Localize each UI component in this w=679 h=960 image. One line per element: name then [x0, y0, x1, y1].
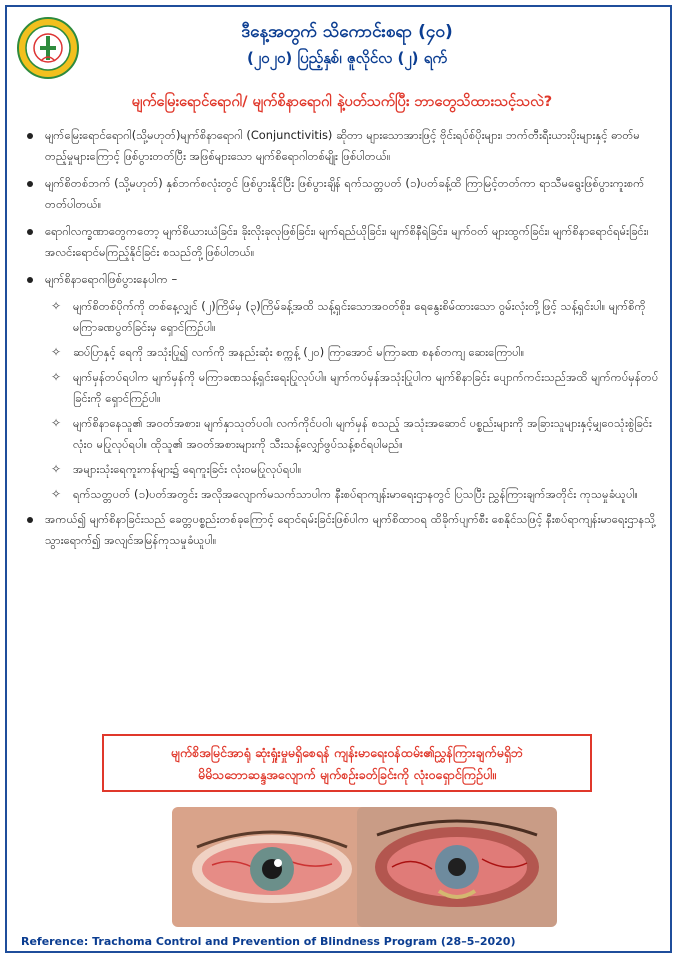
- list-item: [21, 269, 661, 290]
- bullet-dot-icon: [27, 229, 33, 235]
- warning-line: မျက်စိအမြင်အာရုံ ဆုံးရှုံးမှုမရှိစေရန် ကျန်းမာရေးဝန်ထမ်း၏ညွှန်ကြားချက်မရှိဘဲ: [170, 745, 524, 760]
- bullet-dot-icon: [27, 277, 33, 283]
- sub-item-text: ရက်သတ္တပတ် (၁)ပတ်အတွင်း အလိုအလျောက်မသက်သာပါက နီးစပ်ရာကျန်းမာရေးဌာနတွင် ပြသပြီး ညွှန်ကြားချက်အတိုင်း ကုသမှုခံယူပါ။: [73, 487, 638, 501]
- headline-question: မျက်မြေးရောင်ရောဂါ/ မျက်စိနာရောဂါ နဲ့ပတ်သက်ပြီး ဘာတွေသိထားသင့်သလဲ?: [131, 94, 553, 110]
- ministry-logo-icon: [17, 17, 79, 79]
- star-outline-icon: ✧: [51, 462, 62, 476]
- sub-item-text: ဆပ်ပြာနှင့် ရေကို အသုံးပြု၍ လက်ကို အနည်းဆုံး စက္ကန့် (၂၀) ကြာအောင် မကြာခဏ စနစ်တကျ ဆေးကြောပါ။: [73, 345, 525, 359]
- sub-item-text: မျက်စိတစ်ပိုက်ကို တစ်နေ့လျှင် (၂)ကြိမ်မှ (၃)ကြိမ်ခန့်အထိ သန့်ရှင်းသောအဝတ်စိုး၊ ရေနွေးစိမ်ထားသော ဝွမ်းလုံးတို့ဖြင့် သန့်ရှင်းပါ။ မျက်စိကို မကြာခဏပွတ်ခြင်းမှ ရှောင်ကြဉ်ပါ။: [73, 299, 646, 334]
- star-outline-icon: ✧: [51, 345, 62, 359]
- content-list: [21, 125, 661, 557]
- star-outline-icon: ✧: [51, 416, 62, 430]
- bullet-text: အကယ်၍ မျက်စိနာခြင်းသည် ခေတ္တပစ္စည်းတစ်ခုကြောင့် ရောင်ရမ်းခြင်းဖြစ်ပါက မျက်စိထာဝရ ထိခိုက်ပျက်စီး စေနိုင်သဖြင့် နီးစပ်ရာကျန်းမာရေးဌာနသို့ သွားရောက်၍ အလျင်အမြန်ကုသမှုခံယူပါ။: [45, 512, 656, 547]
- bullet-text: ရောဂါလက္ခဏာတွေကတော့ မျက်စိယားယံခြင်း၊ ခိုးလိုးခုလုဖြစ်ခြင်း၊ မျက်ရည်ယိုခြင်း၊ မျက်စိနီရဲခြင်း၊ မျက်ဝတ် များထွက်ခြင်း၊ မျက်စိနာရောင်ရမ်းခြင်း၊ အလင်းရောင်မကြည့်နိုင်ခြင်း စသည်တို့ဖြစ်ပါတယ်။: [45, 224, 649, 259]
- star-outline-icon: ✧: [51, 487, 62, 501]
- sub-list-item: [21, 296, 661, 338]
- poster-date: (၂၀၂၀) ပြည့်နှစ်၊ ဇူလိုင်လ (၂) ရက်: [246, 49, 448, 67]
- list-item: [21, 125, 661, 167]
- sub-list-item: [21, 413, 661, 455]
- infected-eye-photo: [357, 807, 557, 927]
- bullet-dot-icon: [27, 181, 33, 187]
- sub-item-text: မျက်မှန်တပ်ရပါက မျက်မှန်ကို မကြာခဏသန့်ရှင်းရေးပြုလုပ်ပါ။ မျက်ကပ်မှန်အသုံးပြုပါက မျက်စိနာခြင်း ပျောက်ကင်းသည်အထိ မျက်ကပ်မှန်တပ်ခြင်းကို ရှောင်ကြဉ်ပါ။: [73, 370, 659, 405]
- sub-list-item: [21, 484, 661, 505]
- bullet-text: မျက်စိတစ်ဘက် (သို့မဟုတ်) နှစ်ဘက်စလုံးတွင် ဖြစ်ပွားနိုင်ပြီး ဖြစ်ပွားချိန် ရက်သတ္တပတ် (၁)ပတ်ခန့်ထိ ကြာမြင့်တတ်ကာ ရာသီမရွေးဖြစ်ပွားကူးစက်တတ်ပါတယ်။: [45, 176, 645, 211]
- reference-note: Reference: Trachoma Control and Prevention of Blindness Program (28–5–2020): [21, 935, 516, 948]
- sub-list-item: [21, 459, 661, 480]
- list-item: [21, 173, 661, 215]
- bullet-text: မျက်စိနာရောဂါဖြစ်ပွားနေပါက –: [45, 272, 178, 286]
- bullet-dot-icon: [27, 517, 33, 523]
- sub-item-text: မျက်စိနာနေသူ၏ အဝတ်အစား၊ မျက်နှာသုတ်ပဝါ၊ လက်ကိုင်ပဝါ၊ မျက်မှန် စသည့် အသုံးအဆောင် ပစ္စည်းများကို အခြားသူများနှင့်မျှဝေသုံးစွဲခြင်း လုံးဝ မပြုလုပ်ရပါ။ ထိုသူ၏ အဝတ်အစားများကို သီးသန့်လျှော်ဖွပ်သန့်စင်ရပါမည်။: [73, 416, 652, 451]
- list-item: [21, 221, 661, 263]
- list-item: [21, 509, 661, 551]
- star-outline-icon: ✧: [51, 299, 62, 313]
- star-outline-icon: ✧: [51, 370, 62, 384]
- red-eye-photo: [172, 807, 372, 927]
- sub-list-item: [21, 367, 661, 409]
- poster-title: ဒီနေ့အတွက် သိကောင်းစရာ (၄၀): [241, 22, 453, 42]
- sub-list-item: [21, 342, 661, 363]
- sub-item-text: အများသုံးရေကူးကန်များ၌ ရေကူးခြင်း လုံးဝမပြုလုပ်ရပါ။: [73, 462, 302, 476]
- poster-frame: [5, 5, 672, 953]
- bullet-text: မျက်မြေးရောင်ရောဂါ(သို့မဟုတ်)မျက်စိနာရောဂါ (Conjunctivitis) ဆိုတာ များသောအားဖြင့် ဗိုင်းရပ်စ်ပိုးများ၊ ဘက်တီးရီးယားပိုးများနှင့် ဓာတ်မတည့်မှုများကြောင့် ဖြစ်ပွားတတ်ပြီး အဖြစ်များသော မျက်စိရောဂါတစ်မျိုး ဖြစ်ပါတယ်။: [45, 128, 640, 163]
- warning-box: [102, 734, 592, 792]
- warning-line: မိမိသဘောဆန္ဒအလျောက် မျက်စဉ်းခတ်ခြင်းကို လုံးဝရှောင်ကြဉ်ပါ။: [197, 767, 497, 782]
- bullet-dot-icon: [27, 133, 33, 139]
